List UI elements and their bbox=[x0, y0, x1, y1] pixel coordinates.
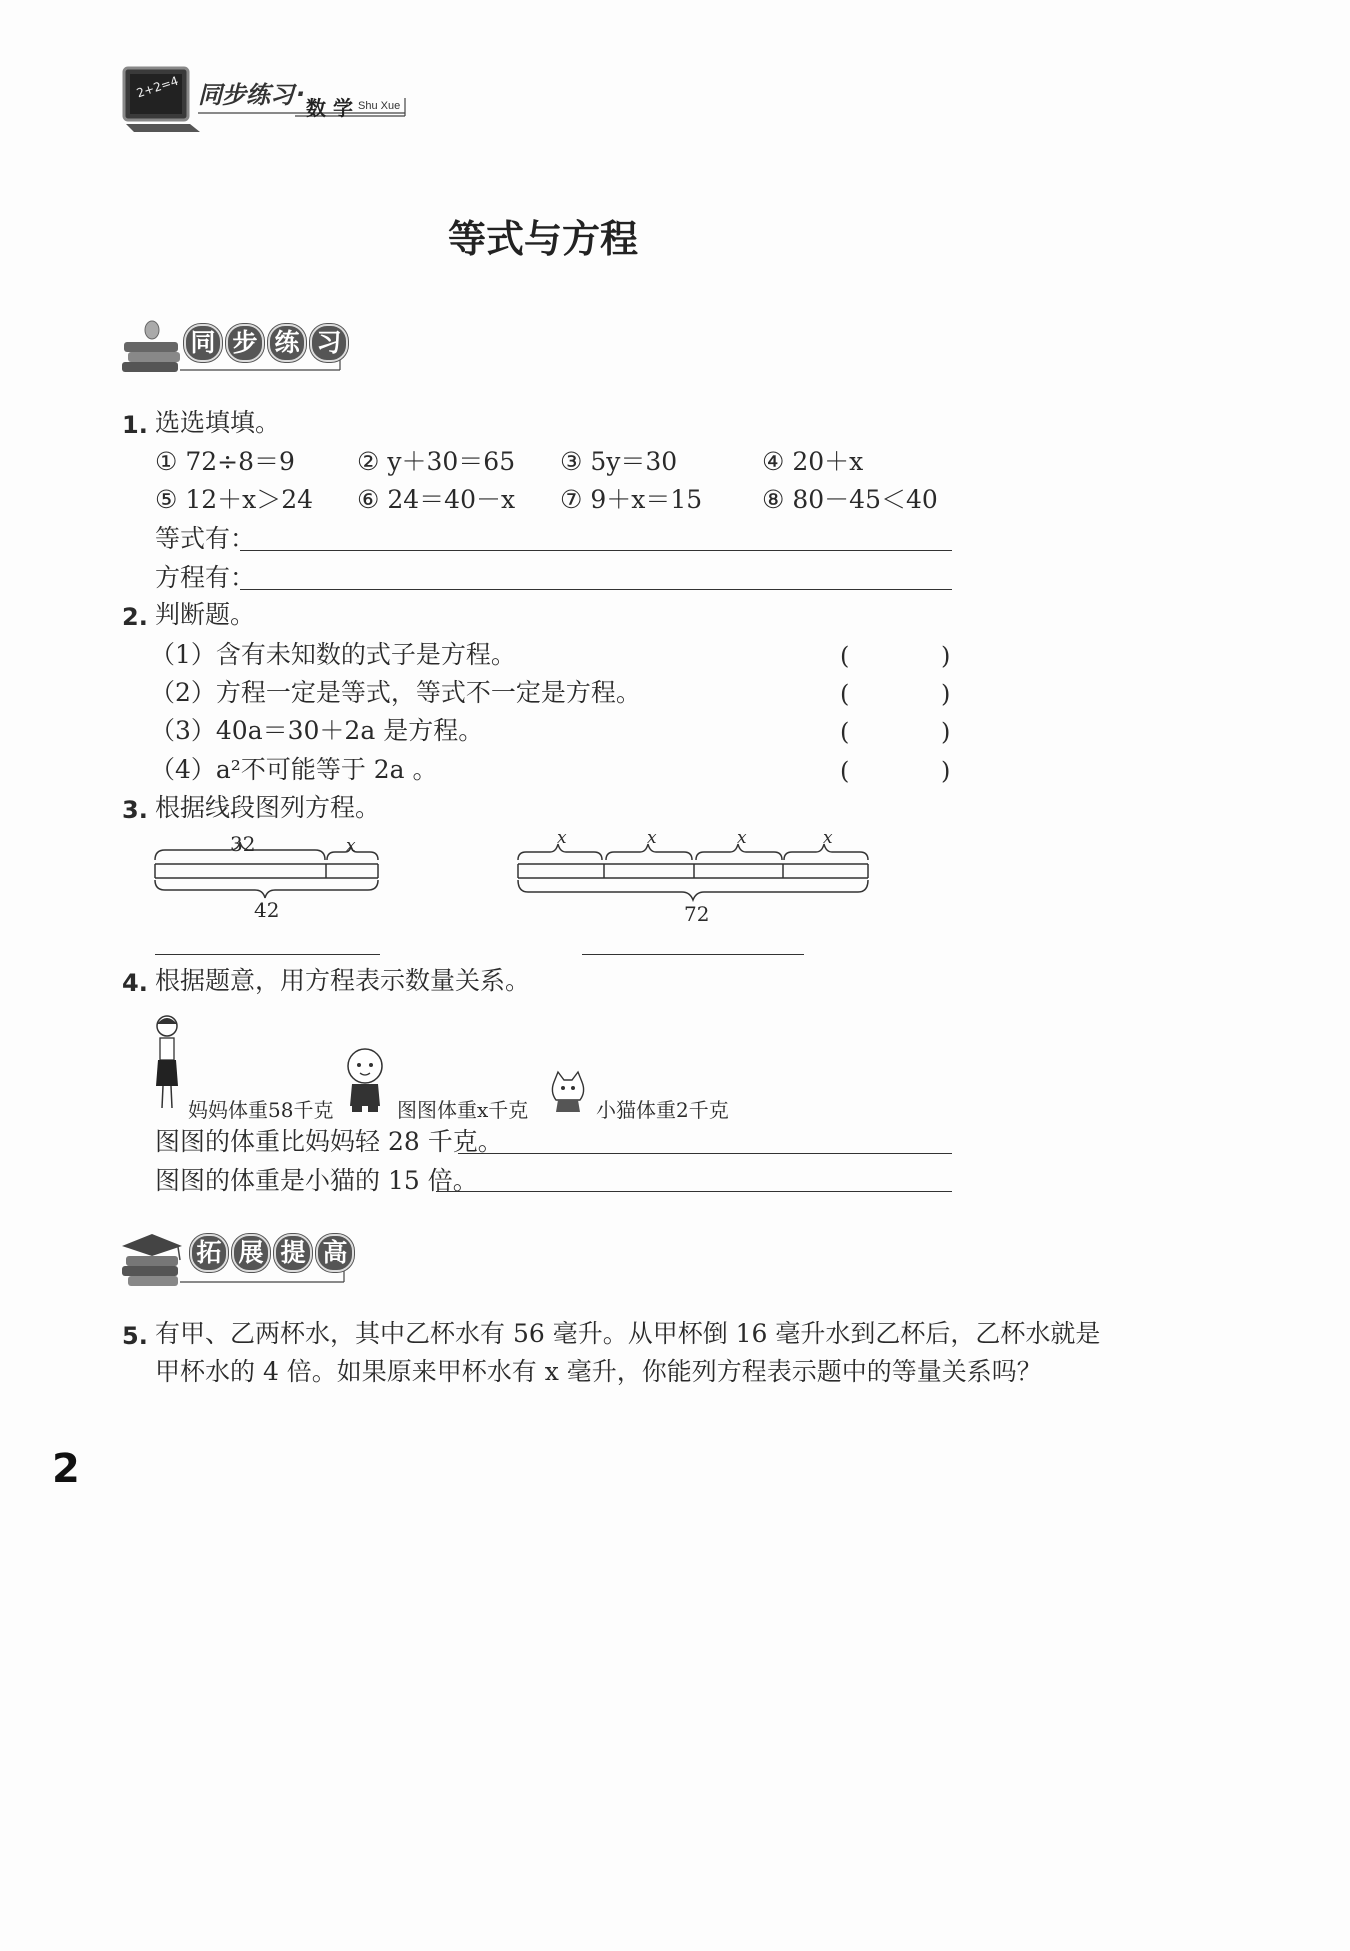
answer-label-fangcheng: 方程有： bbox=[155, 563, 256, 592]
judgement-item: （2）方程一定是等式，等式不一定是方程。 bbox=[150, 678, 641, 707]
judgement-answer-box[interactable] bbox=[848, 757, 938, 785]
question-text: 选选填填。 bbox=[155, 408, 281, 437]
section-title-char: 习 bbox=[310, 324, 348, 362]
judgement-item: （4）a²不可能等于 2a 。 bbox=[150, 755, 438, 784]
answer-line-relation-2[interactable] bbox=[436, 1191, 952, 1192]
answer-paren-close: ) bbox=[941, 718, 951, 746]
caption-tutu: 图图体重x千克 bbox=[397, 1098, 529, 1122]
caption-kitten: 小猫体重2千克 bbox=[596, 1098, 729, 1122]
answer-paren-open: ( bbox=[840, 757, 850, 785]
header-dot: · bbox=[296, 80, 306, 108]
answer-line-relation-1[interactable] bbox=[458, 1153, 952, 1154]
question-number: 1. bbox=[122, 411, 148, 439]
header-title: 同步练习 bbox=[198, 81, 294, 109]
judgement-answer-box[interactable] bbox=[848, 642, 938, 670]
caption-mom: 妈妈体重58千克 bbox=[188, 1098, 334, 1122]
question-number: 5. bbox=[122, 1322, 148, 1350]
equation-item: ① 72÷8＝9 bbox=[155, 447, 295, 476]
equation-item: ⑥ 24＝40－x bbox=[357, 485, 516, 514]
diagram1-label-top-left: 32 bbox=[230, 832, 256, 856]
question-number: 2. bbox=[122, 603, 148, 631]
judgement-item: （1）含有未知数的式子是方程。 bbox=[150, 640, 516, 669]
answer-paren-open: ( bbox=[840, 680, 850, 708]
answer-paren-close: ) bbox=[941, 680, 951, 708]
diagram2-label-x: x bbox=[823, 828, 833, 848]
section-title-char: 练 bbox=[268, 324, 306, 362]
equation-item: ④ 20＋x bbox=[762, 447, 864, 476]
diagram1-label-top-right: x bbox=[346, 836, 356, 856]
answer-paren-close: ) bbox=[941, 757, 951, 785]
section-title-sync bbox=[184, 324, 352, 362]
answer-label-equations: 等式有： bbox=[155, 524, 256, 553]
diagram2-label-x: x bbox=[647, 828, 657, 848]
answer-line-diagram1[interactable] bbox=[155, 954, 380, 955]
answer-paren-open: ( bbox=[840, 718, 850, 746]
judgement-answer-box[interactable] bbox=[848, 718, 938, 746]
question-number: 3. bbox=[122, 796, 148, 824]
board-text: 2+2=4 bbox=[134, 73, 181, 101]
answer-line-fangcheng[interactable] bbox=[240, 589, 952, 590]
section-title-char: 提 bbox=[274, 1234, 312, 1272]
answer-paren-close: ) bbox=[941, 642, 951, 670]
equation-item: ② y＋30＝65 bbox=[357, 447, 516, 476]
page-number: 2 bbox=[52, 1446, 80, 1492]
header-subject-pinyin: Shu Xue bbox=[358, 100, 401, 112]
section-title-char: 步 bbox=[226, 324, 264, 362]
question-number: 4. bbox=[122, 969, 148, 997]
question-text: 判断题。 bbox=[155, 600, 256, 629]
section-title-char: 拓 bbox=[190, 1234, 228, 1272]
answer-paren-open: ( bbox=[840, 642, 850, 670]
mom-figure-icon bbox=[150, 1012, 184, 1112]
diagram2-label-x: x bbox=[737, 828, 747, 848]
answer-line-equations[interactable] bbox=[240, 550, 952, 551]
equation-item: ⑧ 80－45＜40 bbox=[762, 485, 938, 514]
page-title: 等式与方程 bbox=[448, 216, 639, 261]
relation-line-2: 图图的体重是小猫的 15 倍。 bbox=[155, 1166, 478, 1195]
section-title-char: 高 bbox=[316, 1234, 354, 1272]
question-text: 根据题意，用方程表示数量关系。 bbox=[155, 966, 531, 995]
diagram1-label-bottom: 42 bbox=[254, 898, 280, 922]
header-subject: 数 学 bbox=[306, 96, 353, 120]
judgement-answer-box[interactable] bbox=[848, 680, 938, 708]
section-title-char: 同 bbox=[184, 324, 222, 362]
section-title-extend bbox=[190, 1234, 358, 1272]
kitten-figure-icon bbox=[546, 1070, 590, 1116]
equation-item: ③ 5y＝30 bbox=[560, 447, 678, 476]
answer-line-diagram2[interactable] bbox=[582, 954, 804, 955]
question-text: 有甲、乙两杯水，其中乙杯水有 56 毫升。从甲杯倒 16 毫升水到乙杯后，乙杯水就是 bbox=[155, 1319, 1101, 1348]
equation-item: ⑤ 12＋x＞24 bbox=[155, 485, 314, 514]
equation-item: ⑦ 9＋x＝15 bbox=[560, 485, 703, 514]
question-text: 根据线段图列方程。 bbox=[155, 793, 381, 822]
relation-line-1: 图图的体重比妈妈轻 28 千克。 bbox=[155, 1127, 503, 1156]
section-title-char: 展 bbox=[232, 1234, 270, 1272]
diagram2-label-x: x bbox=[557, 828, 567, 848]
judgement-item: （3）40a＝30＋2a 是方程。 bbox=[150, 716, 484, 745]
diagram2-label-bottom: 72 bbox=[684, 902, 710, 926]
tutu-figure-icon bbox=[340, 1046, 390, 1116]
question-text-continued: 甲杯水的 4 倍。如果原来甲杯水有 x 毫升，你能列方程表示题中的等量关系吗？ bbox=[155, 1357, 1042, 1386]
